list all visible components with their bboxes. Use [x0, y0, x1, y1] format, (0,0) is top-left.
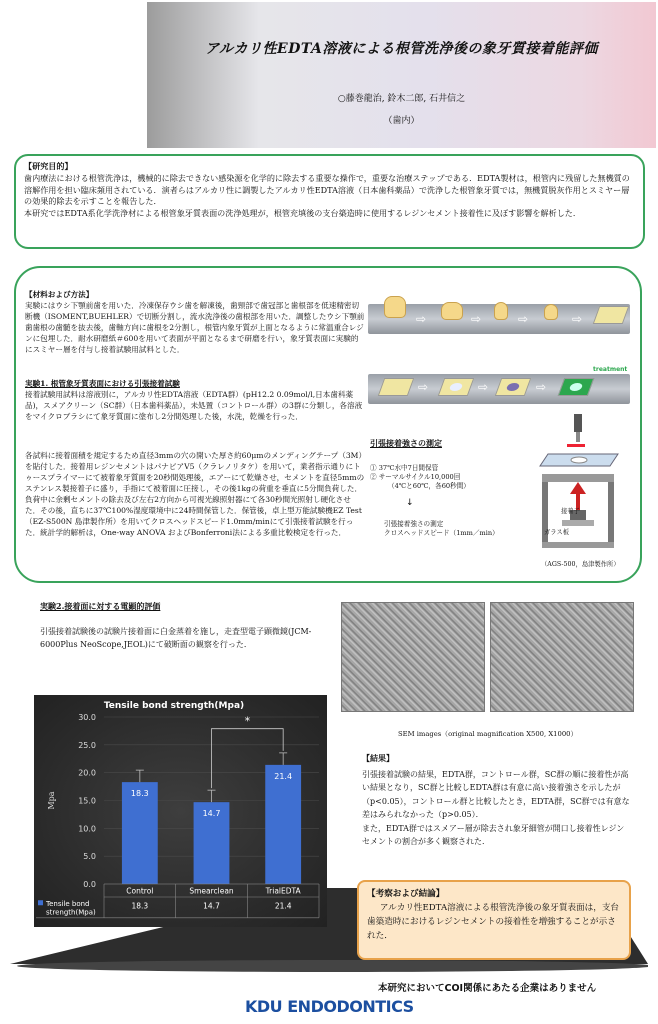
tensile-bond-chart [34, 695, 327, 927]
y-tick-label: 5.0 [83, 852, 96, 862]
table-value: 18.3 [131, 901, 149, 911]
conclusion-heading: 【考察および結論】 [367, 889, 445, 899]
poster-title: アルカリ性EDTA溶液による根管洗浄後の象牙質接着能評価 [205, 41, 598, 57]
lab-logo: KDU ENDODONTICS [245, 997, 414, 1016]
methods-intro-block [25, 289, 365, 355]
root-split-icon [494, 302, 508, 320]
machine-caption: （AGS-500，島津製作所） [541, 561, 620, 568]
treatment-label: treatment [593, 366, 628, 373]
storage-step-2: ② サーマルサイクル10,000回 [370, 473, 461, 481]
purpose-heading: 【研究目的】 [24, 161, 73, 171]
data-label: 14.7 [202, 809, 221, 819]
exp1-title: 実験1. 根管象牙質表面における引張接着試験 [25, 379, 180, 388]
conclusion-box [357, 880, 631, 960]
purpose-box [14, 154, 645, 249]
legend-label-line2: strength(Mpa) [46, 908, 96, 917]
arrow-right-icon: ⇨ [478, 380, 489, 394]
methods-heading: 【材料および方法】 [25, 290, 94, 299]
chart-title: Tensile bond strength(Mpa) [103, 701, 245, 711]
table-value: 14.7 [203, 901, 220, 911]
arrow-right-icon: ⇨ [536, 380, 547, 394]
category-label: TrialEDTA [265, 886, 301, 896]
authors: ○藤巻龍治, 鈴木二郎, 石井信之 [337, 94, 466, 104]
affiliation: （歯内） [383, 116, 420, 126]
results-block [362, 752, 632, 849]
bar-trialedta [265, 765, 301, 884]
measure-line-1: 引張接着強さの測定 [384, 520, 444, 528]
legend-swatch [38, 900, 43, 905]
tooth-root-icon [441, 302, 463, 320]
sem-image-x1000 [490, 602, 634, 712]
category-label: Smearclean [189, 886, 234, 896]
testing-machine-diagram [522, 410, 632, 570]
purpose-text-2: 本研究ではEDTA系化学洗浄材による根管象牙質表面の洗浄処理が，根管充填後の支台築造時に使用するレジンセメント接着性に及ぼす影響を解析した． [24, 208, 581, 219]
y-tick-label: 15.0 [78, 796, 96, 806]
tooth-crown-icon [384, 296, 406, 318]
y-axis-label: Mpa [47, 791, 56, 810]
exp1-block [25, 378, 365, 422]
y-tick-label: 20.0 [78, 768, 96, 778]
results-text: 引張接着試験の結果，EDTA群，コントロール群，SC群の順に接着性が高い結果となり，SC群と比較しEDTA群は有意に高い接着強さを示したが（p<0.05），コントロール群と比較したとき，EDTA群，SC群では有意な差はみられなかった（p>0.05）． [362, 769, 630, 819]
sem-caption: SEM images（original magnification X500, X1000） [398, 730, 578, 738]
exp2-text: 引張接着試験後の試験片接着面に白金蒸着を施し，走査型電子顕微鏡(JCM-6000Plus NeoScope,JEOL)にて破断面の観察を行った． [40, 627, 312, 649]
root-half-icon [544, 304, 558, 320]
results-heading: 【結果】 [362, 753, 394, 763]
arrow-right-icon: ⇨ [518, 312, 529, 326]
arrow-right-icon: ⇨ [418, 380, 429, 394]
significance-star: * [244, 714, 251, 728]
sem-image-x500 [341, 602, 485, 712]
jig-label: 接着子 [561, 508, 580, 515]
methods-intro: 実験にはウシ下顎前歯を用いた．冷凍保存ウシ歯を解凍後，歯頸部で歯冠部と歯根部を低速精密切断機（ISOMENT,BUEHLER）で切断分割し，流水洗浄後の歯根部を用いた．調整したウシ下顎前歯歯根の歯髄を抜去後，歯軸方向に歯根を2分割し，根管内象牙質が上面となるように常温重合レジンに包埋した．耐水研磨紙＃600を用いて表面が平面となるまで研磨を行い，象牙質表面に実験的にスミヤー層を付与し接着試験用試料とした． [25, 301, 365, 354]
storage-step-3: （4℃と60℃，各60秒間） [388, 482, 470, 490]
conclusion-text: アルカリ性EDTA溶液による根管洗浄後の象牙質表面は，支台歯築造時におけるレジンセメントの接着性を増強することが示された． [367, 903, 620, 941]
y-tick-label: 30.0 [78, 713, 96, 722]
results-text-2: また，EDTA群ではスメアー層が除去され象牙細管が開口し接着性レジンセメントの割合が多く観察された． [362, 823, 625, 846]
exp2-title: 実験2.接着面に対する電顕的評価 [40, 601, 161, 611]
arrow-right-icon: ⇨ [416, 312, 427, 326]
legend-label-line1: Tensile bond [46, 899, 90, 908]
header-banner [147, 2, 656, 148]
y-tick-label: 10.0 [78, 824, 96, 834]
glass-label: ガラス板 [544, 529, 569, 536]
methods-box [14, 266, 642, 583]
y-tick-label: 0.0 [83, 880, 96, 889]
storage-block [370, 464, 470, 491]
y-tick-label: 25.0 [78, 740, 96, 750]
purpose-text-1: 歯内療法における根管洗浄は，機械的に除去できない感染源を化学的に除去する重要な操作で，重要な治療ステップである．EDTA製材は，根管内に残留した無機質の溶解作用を担い臨床頻用されている．演者らはアルカリ性に調製したアルカリ性EDTA溶液（日本歯科薬品）で洗浄した根管象牙質では，無機質脱灰作用とスミヤー層の効果的除去を示すことを報告した． [24, 172, 630, 207]
arrow-right-icon: ⇨ [471, 312, 482, 326]
experiment-2-block [40, 600, 325, 651]
tensile-title: 引張接着強さの測定 [370, 438, 442, 448]
exp1-text: 接着試験用試料は溶液別に，アルカリ性EDTA溶液（EDTA群）(pH12.2 0.09mol/l,日本歯科薬品)，スメアクリーン（SC群）（日本歯科薬品），未処置（コントロール群）の3群に分類し，各溶液をマイクロブラシにて象牙質面に塗布し2分間処理した後，水洗，乾燥を行った． [25, 390, 363, 421]
exp1-procedure: 各試料に接着面積を規定するため直径3mmの穴の開いた厚さ約60μmのメンディングテープ（3M）を貼付した．接着用レジンセメントはパナビアV5（クラレノリタケ）を用いて，業者指示通りにトゥースプライマーにて被着象牙質面を20秒間処理後，エアーにて乾燥させ，セメントを直径5mmのステンレス製接着子に盛り，手指にて被着面に圧接し，その後1kgの荷重を垂直に5分間負荷した．負荷中に余剰セメントの除去及び左右2方向から可視光線照射器にて各30秒間光照射し硬化させた．その後，直ちに37℃100%湿度環境中に24時間保管した．保管後，卓上型万能試験機EZ Test（EZ-S500N 島津製作所）を用いてクロスヘッドスピード1.0mm/minにて引張接着試験を行った．統計学的解析は，One-way ANOVA およびBonferroni法による多重比較検定を行った． [25, 451, 365, 537]
measure-block [384, 520, 499, 538]
table-value: 21.4 [274, 901, 292, 911]
data-label: 18.3 [130, 789, 149, 799]
arrow-right-icon: ⇨ [572, 312, 583, 326]
data-label: 21.4 [274, 771, 293, 781]
storage-step-1: ① 37℃水中7日間保管 [370, 464, 439, 472]
measure-line-2: クロスヘッドスピード（1mm／min） [384, 529, 499, 537]
exp1-procedure-block [25, 450, 365, 538]
coi-statement: 本研究においてCOI関係にあたる企業はありません [378, 983, 597, 994]
chart-svg [34, 695, 327, 927]
category-label: Control [126, 886, 154, 896]
down-arrow-icon: ↓ [406, 498, 414, 508]
